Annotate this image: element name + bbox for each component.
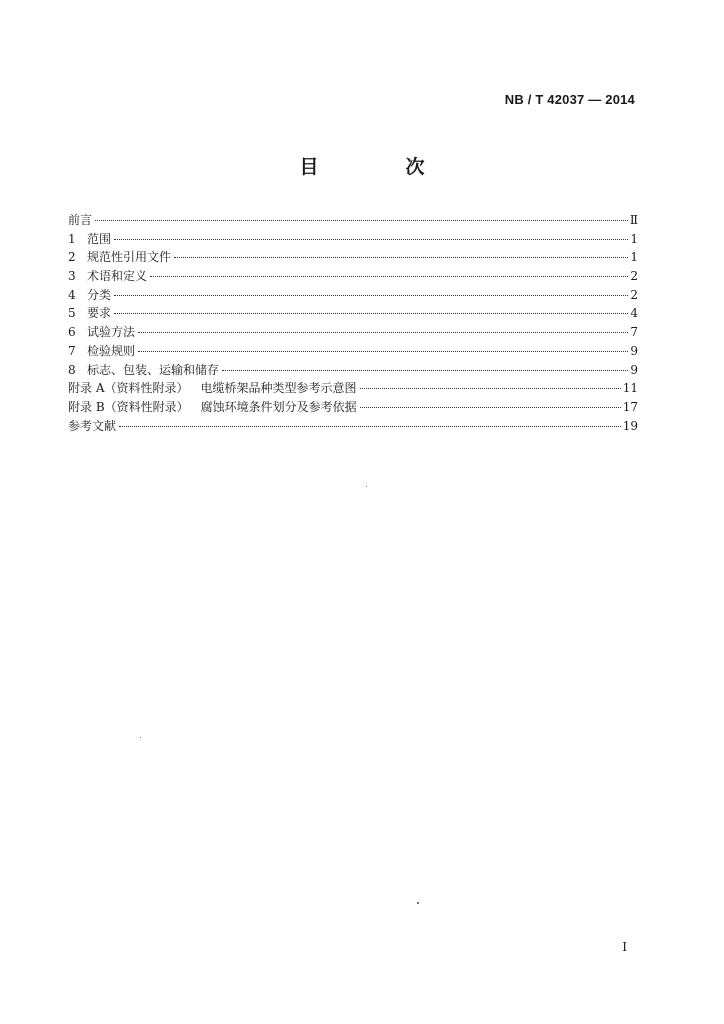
toc-entry-number: 2 xyxy=(68,250,76,265)
toc-entry-page: 9 xyxy=(630,343,638,358)
toc-leader-dots xyxy=(114,238,628,240)
toc-entry-normative-references[interactable] xyxy=(68,248,638,267)
toc-entry-page: 2 xyxy=(630,269,638,284)
toc-leader-dots xyxy=(174,256,628,258)
toc-entry-page: Ⅱ xyxy=(629,213,638,227)
toc-entry-scope[interactable] xyxy=(68,230,638,249)
toc-entry-annex-a[interactable] xyxy=(68,379,638,398)
toc-entry-page: 17 xyxy=(622,399,638,414)
toc-leader-dots xyxy=(150,275,628,277)
toc-entry-page: 1 xyxy=(630,250,638,265)
toc-leader-dots xyxy=(360,387,621,389)
toc-leader-dots xyxy=(114,294,628,296)
toc-entry-page: 9 xyxy=(630,362,638,377)
toc-entry-foreword[interactable] xyxy=(68,211,638,230)
toc-entry-bibliography[interactable] xyxy=(68,417,638,436)
standard-code: NB / T 42037 — 2014 xyxy=(504,92,635,107)
toc-entry-label: 附录 A（资料性附录） xyxy=(68,381,189,396)
toc-entry-number: 7 xyxy=(68,343,76,358)
scan-speck xyxy=(140,737,141,738)
toc-entry-classification[interactable] xyxy=(68,286,638,305)
toc-entry-label: 术语和定义 xyxy=(87,269,148,284)
scan-speck xyxy=(366,486,367,487)
toc-entry-number: 5 xyxy=(68,306,76,321)
toc-leader-dots xyxy=(95,219,628,221)
toc-entry-page: 4 xyxy=(630,306,638,321)
toc-leader-dots xyxy=(114,312,628,314)
toc-entry-label: 附录 B（资料性附录） xyxy=(68,399,189,414)
page-number: I xyxy=(622,940,627,954)
toc-entry-subtitle: 腐蚀环境条件划分及参考依据 xyxy=(200,399,357,414)
toc-entry-label: 要求 xyxy=(87,306,112,321)
toc-entry-annex-b[interactable] xyxy=(68,398,638,417)
toc-entry-number: 1 xyxy=(68,231,76,246)
toc-title: 目 次 xyxy=(299,156,459,178)
toc-leader-dots xyxy=(138,331,628,333)
toc-entry-marking-packaging[interactable] xyxy=(68,361,638,380)
toc-entry-label: 检验规则 xyxy=(87,343,136,358)
toc-entry-terms-definitions[interactable] xyxy=(68,267,638,286)
toc-entry-label: 试验方法 xyxy=(87,325,136,340)
toc-entry-label: 标志、包装、运输和储存 xyxy=(87,362,220,377)
toc-entry-page: 7 xyxy=(630,325,638,340)
toc-leader-dots xyxy=(222,369,628,371)
toc-entry-number: 4 xyxy=(68,287,76,302)
toc-entry-number: 3 xyxy=(68,269,76,284)
toc-entry-test-methods[interactable] xyxy=(68,323,638,342)
toc-leader-dots xyxy=(360,406,621,408)
toc-leader-dots xyxy=(138,350,628,352)
toc-entry-requirements[interactable] xyxy=(68,304,638,323)
toc-entry-page: 2 xyxy=(630,287,638,302)
toc-entry-label: 前言 xyxy=(68,213,93,227)
toc-entry-label: 分类 xyxy=(87,287,112,302)
toc-entry-page: 11 xyxy=(622,381,638,396)
toc-entry-page: 1 xyxy=(630,231,638,246)
toc-entry-page: 19 xyxy=(622,418,638,433)
toc-entry-label: 规范性引用文件 xyxy=(87,250,172,265)
toc-entry-number: 6 xyxy=(68,325,76,340)
toc-entry-label: 参考文献 xyxy=(68,418,117,433)
table-of-contents xyxy=(68,211,638,435)
toc-entry-label: 范围 xyxy=(87,231,112,246)
toc-entry-inspection-rules[interactable] xyxy=(68,342,638,361)
toc-leader-dots xyxy=(119,425,621,427)
scan-speck xyxy=(417,902,419,904)
toc-entry-subtitle: 电缆桥架品种类型参考示意图 xyxy=(200,381,357,396)
toc-entry-number: 8 xyxy=(68,362,76,377)
